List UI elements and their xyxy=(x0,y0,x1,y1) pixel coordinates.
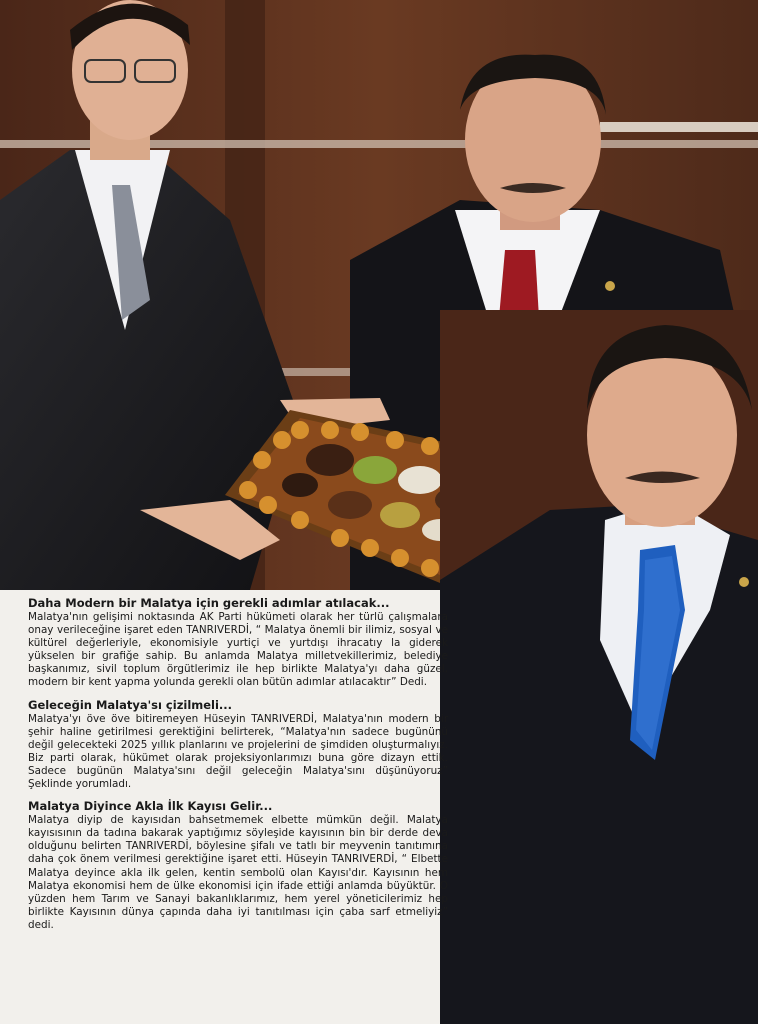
section-heading: Daha Modern bir Malatya için gerekli adımlar atılacak... xyxy=(28,596,390,610)
section-heading: Malatya Diyince Akla İlk Kayısı Gelir... xyxy=(28,799,273,814)
article xyxy=(28,596,448,932)
section-body: Malatya'nın gelişimi noktasında AK Parti hükümeti olarak her türlü çalışmalara onay verileceğine işaret eden TANRIVERDİ, “ Malatya önemli bir ilimiz, sosyal ve kültürel değerleriyle, ekonomisiyle yurtiçi ve yurtdışı ihracatıy la giderek yükselen bir grafiğe sahip. Bu anlamda Malatya milletvekillerimiz, belediye başkanımız, sivil toplum örgütlerimiz ile hep birlikte Malatya'yı daha güzel, modern bir kent yapma yolunda gerekli olan bütün adımlar atılacaktır” Dedi. xyxy=(28,611,448,689)
section-body: Malatya diyip de kayısıdan bahsetmemek elbette mümkün değil. Malatya kayısısının da tadına bakarak yaptığımız söyleşide kayısının bin bir derde deva olduğunu belirten TANRIVERDİ, böylesine şifalı ve tatlı bir meyvenin tanıtımına daha çok önem verilmesi gerektiğine işaret etti. Hüseyin TANRIVERDİ, “ Elbette Malatya deyince akla ilk gelen, kentin sembolü olan Kayısı'dır. Kayısının hem Malatya ekonomisi hem de ülke ekonomisi için ifade ettiği anlamda büyüktür. O yüzden hem Tarım ve Sanayi bakanlıklarımız, hem yerel yöneticilerimiz hep birlikte Kayısının dünya çapında daha iyi tanıtılması için çaba sarf etmeliyiz” dedi. xyxy=(28,814,448,931)
section-heading: Geleceğin Malatya'sı çizilmeli... xyxy=(28,697,233,712)
portrait-scene xyxy=(440,310,758,1024)
section-body: Malatya'yı öve öve bitiremeyen Hüseyin TANRIVERDİ, Malatya'nın modern bir şehir haline getirilmesi gerektiğini belirterek, “Malatya'nın sadece bugününü değil gelecekteki 2025 yıllık planlarını ve projelerini de şimdiden oluşturmalıyız. Biz parti olarak, hükümet olarak projeksiyonlarımızı buna göre dizayn ettik. Sadece bugünün Malatya'sını değil geleceğin Malatya'sını düşünüyoruz” Şeklinde yorumladı. xyxy=(28,712,448,791)
right-photo xyxy=(440,310,758,1024)
